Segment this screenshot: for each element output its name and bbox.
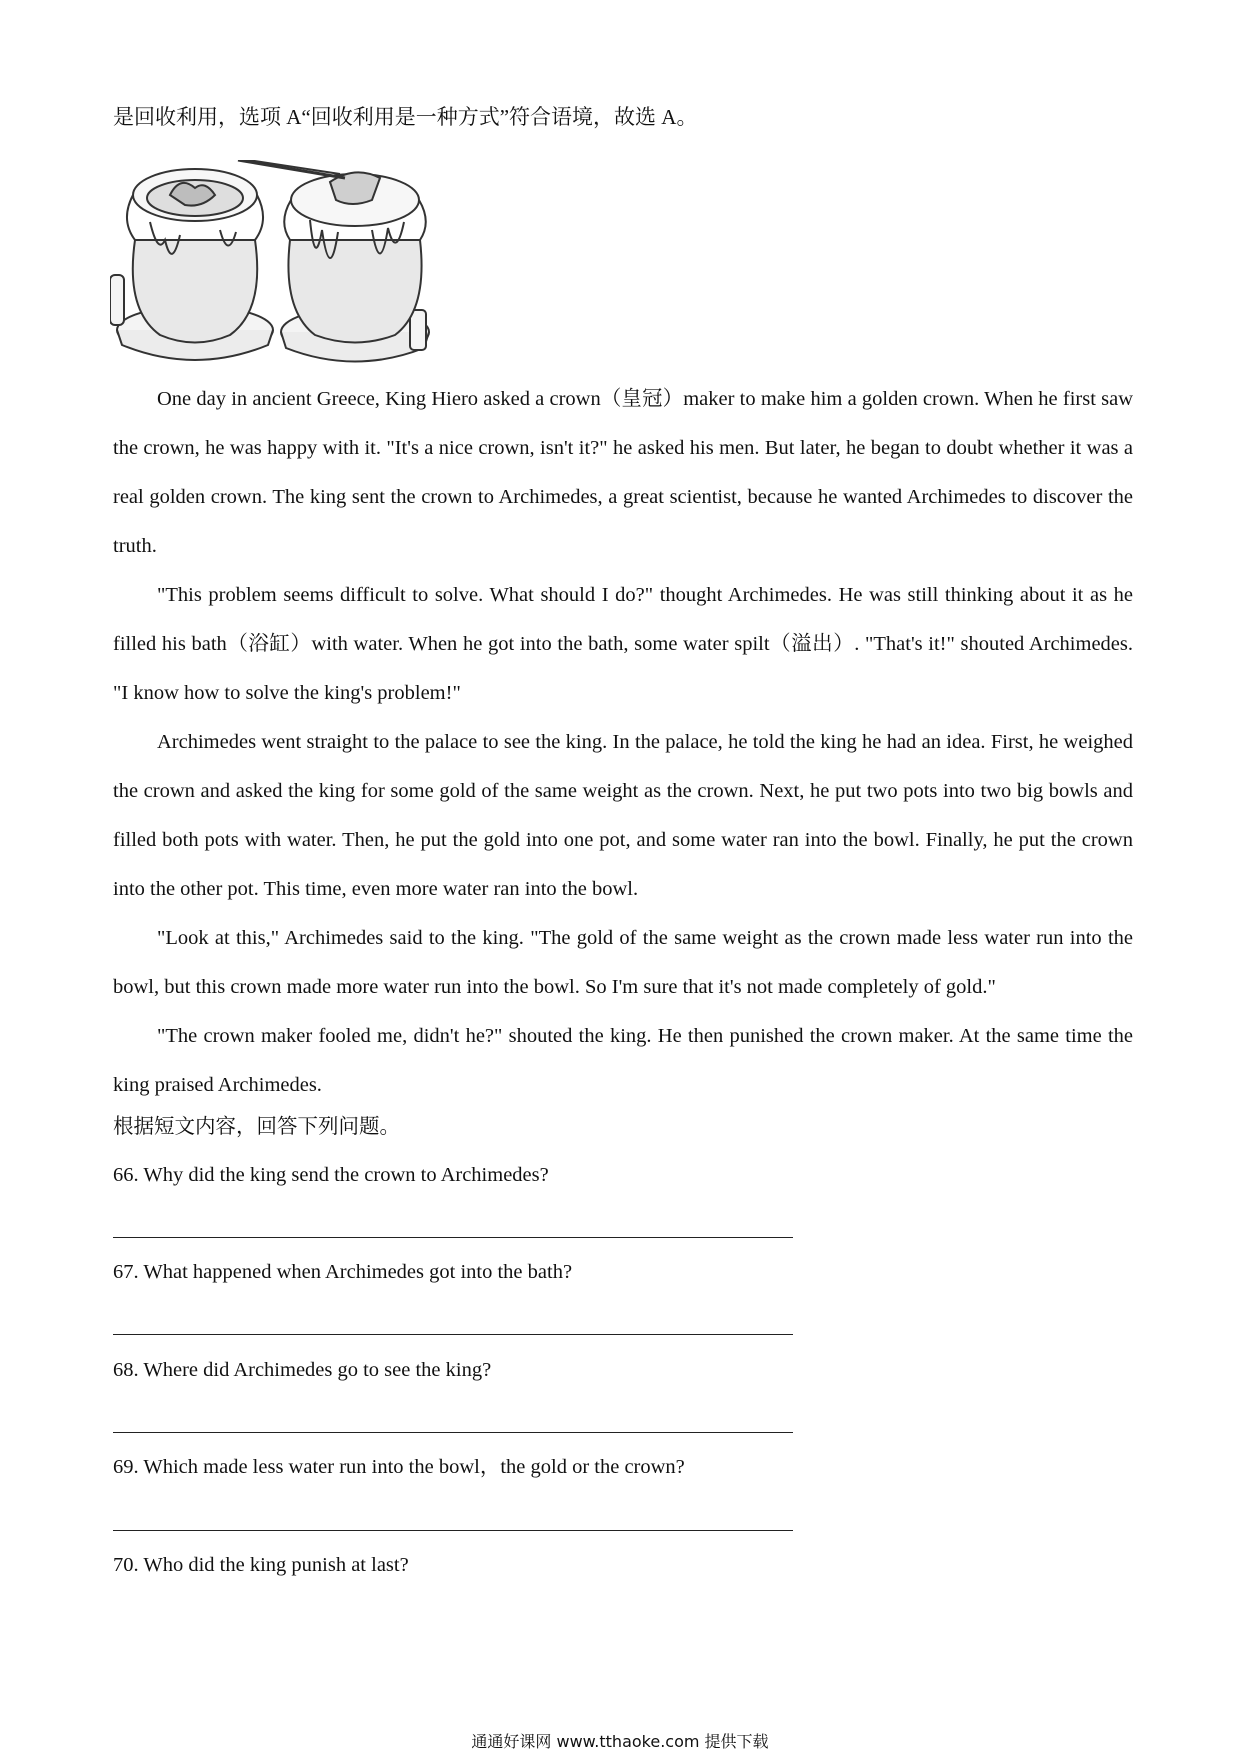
reading-passage — [113, 375, 1133, 1110]
passage-paragraph: Archimedes went straight to the palace to see the king. In the palace, he told the king he had an idea. First, he weighed the crown and asked the king for some gold of the same weight as the crown. Next, he put two pots into two big bowls and filled both pots with water. Then, he put the gold into one pot, and some water ran into the bowl. Finally, he put the crown into the other pot. This time, even more water ran into the bowl. — [113, 731, 1133, 900]
answer-line-68[interactable] — [113, 1432, 793, 1433]
passage-paragraph: "The crown maker fooled me, didn't he?" shouted the king. He then punished the crown maker. At the same time the king praised Archimedes. — [113, 1025, 1133, 1096]
question-66: 66. Why did the king send the crown to Archimedes? — [113, 1164, 549, 1186]
question-67: 67. What happened when Archimedes got into the bath? — [113, 1261, 573, 1283]
pots-illustration — [110, 160, 430, 365]
answer-line-69[interactable] — [113, 1530, 793, 1531]
question-68: 68. Where did Archimedes go to see the king? — [113, 1359, 492, 1381]
question-69: 69. Which made less water run into the bowl，the gold or the crown? — [113, 1456, 685, 1478]
answer-line-67[interactable] — [113, 1334, 793, 1335]
passage-paragraph: One day in ancient Greece, King Hiero asked a crown（皇冠）maker to make him a golden crown. When he first saw the crown, he was happy with it. "It's a nice crown, isn't it?" he asked his men. But later, he began to doubt whether it was a real golden crown. The king sent the crown to Archimedes, a great scientist, because he wanted Archimedes to discover the truth. — [113, 388, 1133, 557]
instruction-text: 根据短文内容，回答下列问题。 — [113, 1116, 400, 1138]
intro-line: 是回收利用，选项 A“回收利用是一种方式”符合语境，故选 A。 — [113, 105, 698, 129]
answer-line-66[interactable] — [113, 1237, 793, 1238]
footer-watermark: 通通好课网 www.tthaoke.com 提供下载 — [471, 1732, 769, 1751]
passage-paragraph: "Look at this," Archimedes said to the king. "The gold of the same weight as the crown made less water run into the bowl, but this crown made more water run into the bowl. So I'm sure that it's not made completely of gold." — [113, 927, 1133, 998]
question-70: 70. Who did the king punish at last? — [113, 1554, 409, 1576]
passage-paragraph: "This problem seems difficult to solve. What should I do?" thought Archimedes. He was still thinking about it as he filled his bath（浴缸）with water. When he got into the bath, some water spilt（溢出）. "That's it!" shouted Archimedes. "I know how to solve the king's problem!" — [113, 584, 1133, 704]
